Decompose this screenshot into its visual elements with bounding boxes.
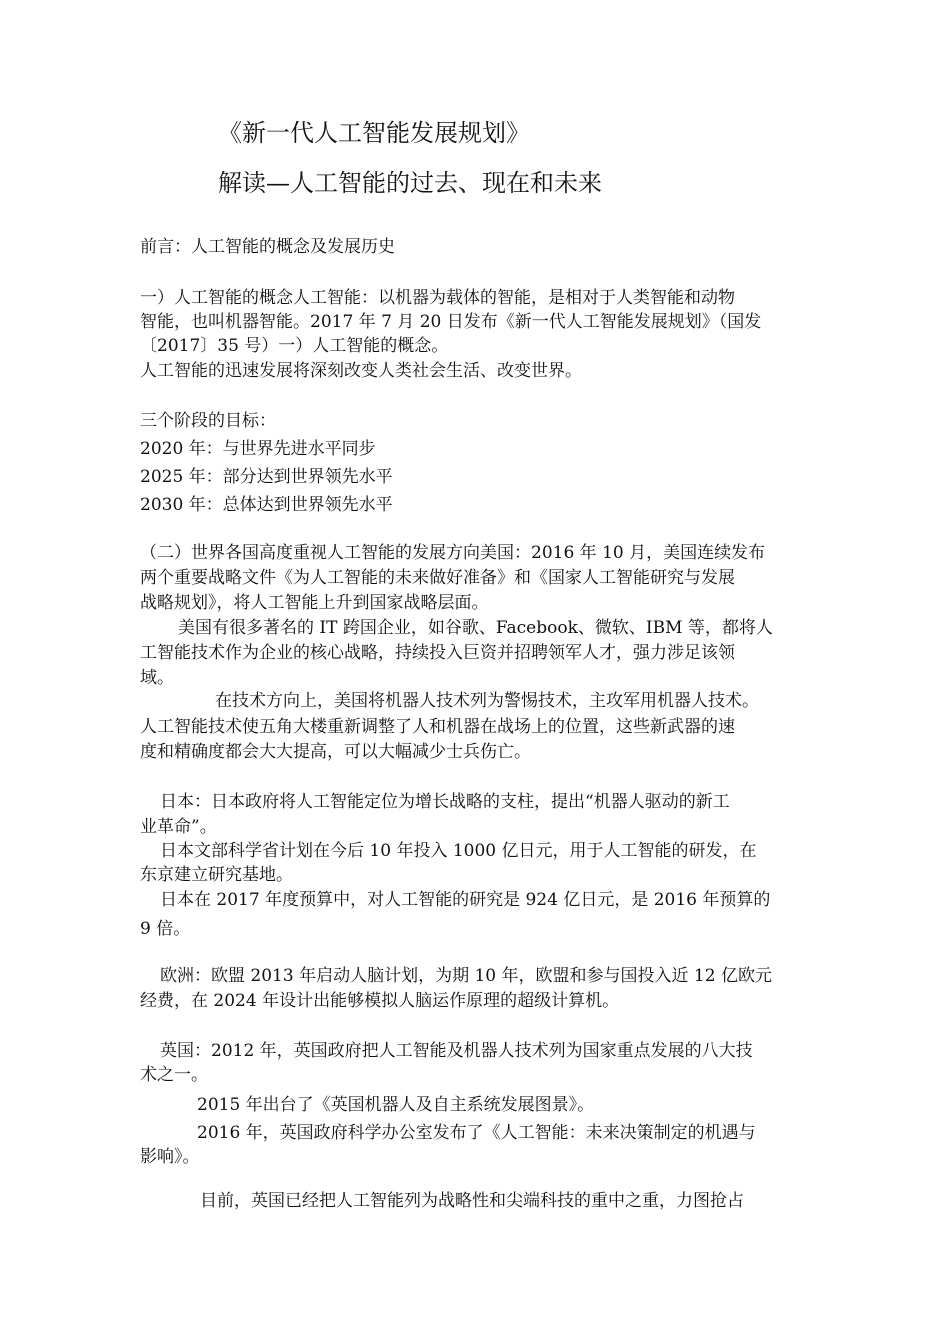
uk-line: 2015 年出台了《英国机器人及自主系统发展图景》。	[197, 1095, 595, 1115]
usa-companies-line: 域。	[140, 668, 174, 688]
goals-heading: 三个阶段的目标：	[140, 411, 276, 431]
usa-military-line: 在技术方向上，美国将机器人技术列为警惕技术，主攻军用机器人技术。	[215, 691, 759, 711]
goal-item: 2020 年：与世界先进水平同步	[140, 439, 376, 459]
uk-line: 目前，英国已经把人工智能列为战略性和尖端科技的重中之重，力图抢占	[200, 1191, 744, 1211]
japan-line: 日本在 2017 年度预算中，对人工智能的研究是 924 亿日元，是 2016 年预算的	[160, 890, 771, 910]
usa-paragraph-line: （二）世界各国高度重视人工智能的发展方向美国：2016 年 10 月，美国连续发布	[140, 543, 766, 563]
europe-line: 欧洲：欧盟 2013 年启动人脑计划，为期 10 年，欧盟和参与国投入近 12 亿欧元	[160, 966, 772, 986]
doc-title-line-1: 《新一代人工智能发展规划》	[218, 119, 530, 147]
japan-line: 9 倍。	[140, 919, 191, 939]
usa-paragraph-line: 两个重要战略文件《为人工智能的未来做好准备》和《国家人工智能研究与发展	[140, 568, 735, 588]
usa-military-line: 度和精确度都会大大提高，可以大幅减少士兵伤亡。	[140, 742, 531, 762]
section1-line: 一）人工智能的概念人工智能：以机器为载体的智能，是相对于人类智能和动物	[140, 288, 735, 308]
section1-line: 〔2017〕35 号）一）人工智能的概念。	[140, 336, 449, 356]
goal-item: 2025 年：部分达到世界领先水平	[140, 467, 393, 487]
uk-line: 2016 年，英国政府科学办公室发布了《人工智能：未来决策制定的机遇与	[197, 1123, 756, 1143]
goal-item: 2030 年：总体达到世界领先水平	[140, 495, 393, 515]
section1-line: 人工智能的迅速发展将深刻改变人类社会生活、改变世界。	[140, 361, 582, 381]
usa-companies-line: 工智能技术作为企业的核心战略，持续投入巨资并招聘领军人才，强力涉足该领	[140, 643, 735, 663]
europe-line: 经费，在 2024 年设计出能够模拟人脑运作原理的超级计算机。	[140, 991, 620, 1011]
preface-heading: 前言：人工智能的概念及发展历史	[140, 237, 395, 257]
doc-title-line-2: 解读—人工智能的过去、现在和未来	[218, 169, 602, 197]
usa-military-line: 人工智能技术使五角大楼重新调整了人和机器在战场上的位置，这些新武器的速	[140, 717, 735, 737]
japan-line: 东京建立研究基地。	[140, 865, 293, 885]
japan-line: 日本文部科学省计划在今后 10 年投入 1000 亿日元，用于人工智能的研发，在	[160, 841, 757, 861]
uk-line: 术之一。	[140, 1065, 208, 1085]
usa-paragraph-line: 战略规划》，将人工智能上升到国家战略层面。	[140, 593, 489, 613]
japan-line: 业革命”。	[140, 817, 217, 837]
usa-companies-line: 美国有很多著名的 IT 跨国企业，如谷歌、Facebook、微软、IBM 等，都将人	[178, 618, 773, 638]
japan-line: 日本：日本政府将人工智能定位为增长战略的支柱，提出“机器人驱动的新工	[160, 792, 730, 812]
uk-line: 影响》。	[140, 1147, 200, 1167]
uk-line: 英国：2012 年，英国政府把人工智能及机器人技术列为国家重点发展的八大技	[160, 1041, 753, 1061]
section1-line: 智能，也叫机器智能。2017 年 7 月 20 日发布《新一代人工智能发展规划》（国发	[140, 312, 762, 332]
